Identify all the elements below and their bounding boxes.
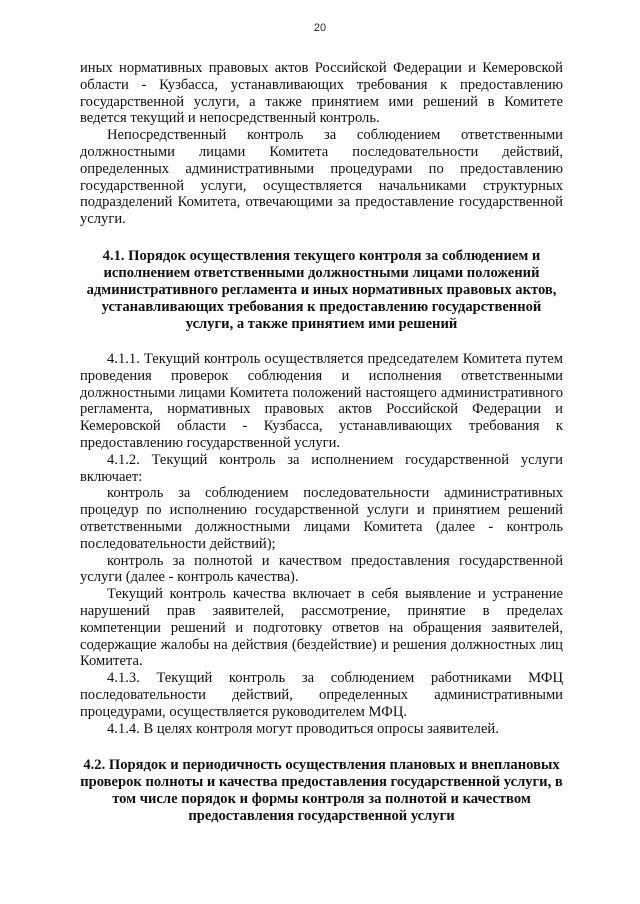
- section-4-1-1-paragraph: 4.1.1. Текущий контроль осуществляется председателем Комитета путем проведения проверок соблюдения и исполнения ответственными должностными лицами Комитета положений настоящего административного регламента, нормативных правовых актов Российской Федерации и Кемеровской области - Кузбасса, устанавливающих требования к предоставлению государственной услуги.: [80, 350, 563, 451]
- section-4-1-2-paragraph: 4.1.2. Текущий контроль за исполнением государственной услуги включает:: [80, 451, 563, 485]
- section-4-1-heading: 4.1. Порядок осуществления текущего контроля за соблюдением и исполнением ответственными должностными лицами положений административного регламента и иных нормативных правовых актов, устанавливающих требования к предоставлению государственной услуги, а также принятием ими решений: [86, 247, 557, 332]
- page-content: [80, 60, 563, 825]
- page-number: 20: [313, 22, 327, 34]
- section-4-1-3-paragraph: 4.1.3. Текущий контроль за соблюдением работниками МФЦ последовательности действий, определенных административными процедурами, осуществляется руководителем МФЦ.: [80, 670, 563, 720]
- control-sequence-paragraph: контроль за соблюдением последовательности административных процедур по исполнению государственной услуги и принятием решений ответственными должностными лицами Комитета (далее - контроль последовательности действий);: [80, 485, 563, 552]
- intro-paragraph-1: иных нормативных правовых актов Российской Федерации и Кемеровской области - Кузбасса, устанавливающих требования к предоставлению государственной услуги, а также принятием ими решений в Комитете ведется текущий и непосредственный контроль.: [80, 60, 563, 127]
- section-4-2-heading: 4.2. Порядок и периодичность осуществления плановых и внеплановых проверок полноты и качества предоставления государственной услуги, в том числе порядок и формы контроля за полнотой и качеством предоставления государственной услуги: [80, 757, 563, 825]
- control-quality-paragraph: контроль за полнотой и качеством предоставления государственной услуги (далее - контроль качества).: [80, 552, 563, 586]
- quality-control-details-paragraph: Текущий контроль качества включает в себя выявление и устранение нарушений прав заявителей, рассмотрение, принятие в пределах компетенции решений и подготовку ответов на обращения заявителей, содержащие жалобы на действия (бездействие) и решения должностных лиц Комитета.: [80, 586, 563, 670]
- section-4-1-4-paragraph: 4.1.4. В целях контроля могут проводиться опросы заявителей.: [107, 720, 499, 737]
- intro-paragraph-2: Непосредственный контроль за соблюдением ответственными должностными лицами Комитета последовательности действий, определенных административными процедурами по предоставлению государственной услуги, осуществляется начальниками структурных подразделений Комитета, отвечающими за предоставление государственной услуги.: [80, 127, 563, 228]
